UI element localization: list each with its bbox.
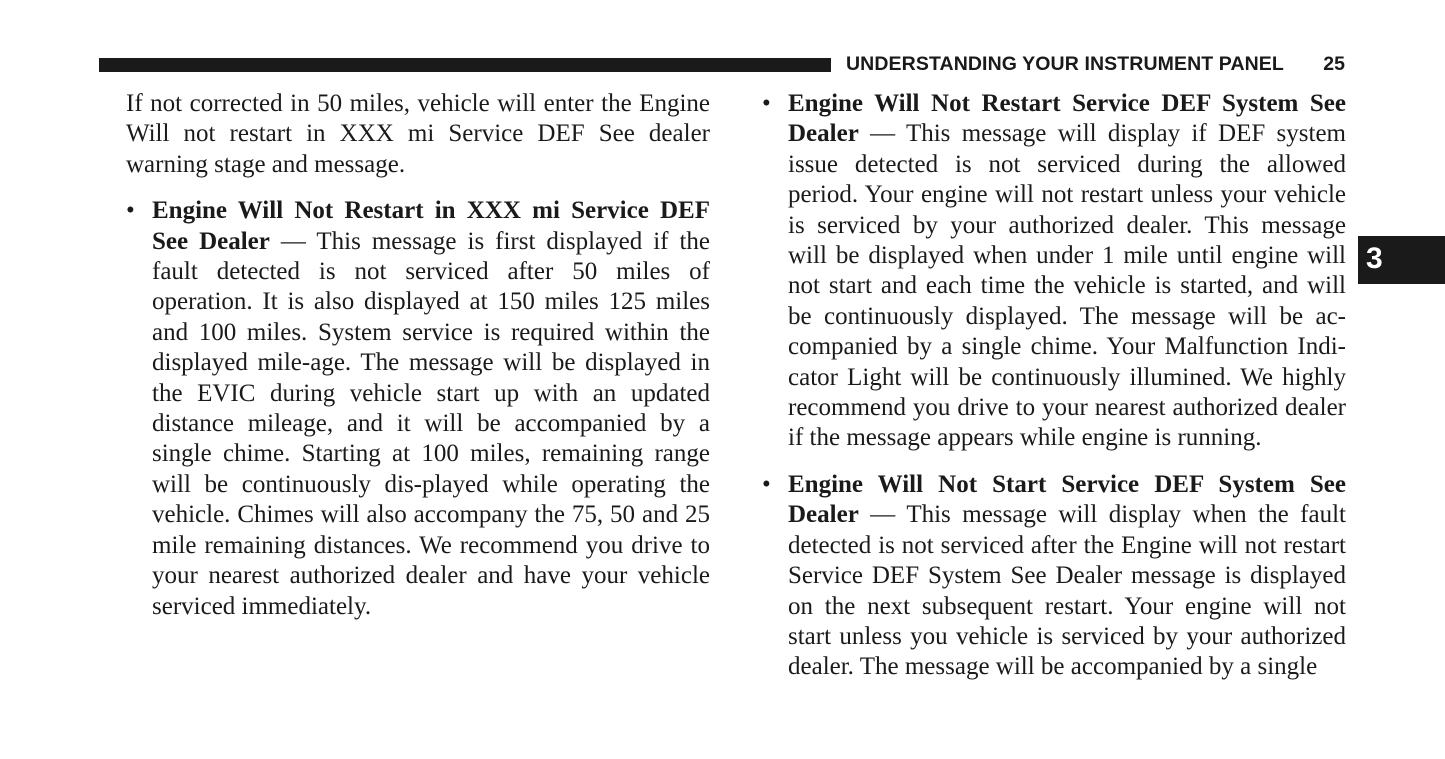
chapter-tab [1358, 236, 1445, 284]
bullet-item [762, 470, 1346, 683]
bullet-body: — This message will display when the fault detected is not serviced after the Engine will not restart Service DEF System See Dealer message is displayed on the next subsequent restart. Your engine will not start unless you vehicle is serviced by your authorized dealer. The message will be accompanied by a single [788, 501, 1346, 681]
bullet-item [762, 89, 1346, 454]
bullet-item [126, 196, 710, 622]
header-rule [99, 58, 831, 72]
bullet-body: — This message will display if DEF system issue detected is not serviced during the allowed period. Your engine will not restart unless your vehicle is serviced by your authorized dealer. This message will be displayed when under 1 mile until engine will not start and each time the vehicle is started, and will be continuously displayed. The message will be ac-companied by a single chime. Your Malfunction Indi-cator Light will be continuously illumined. We highly recommend you drive to your nearest authorized dealer if the message appears while engine is running. [788, 120, 1346, 452]
bullet-icon: • [126, 197, 135, 225]
bullet-body: — This message is first displayed if the fault detected is not serviced after 50 miles of operation. It is also displayed at 150 miles 125 miles and 100 miles. System service is required within the displayed mile-age. The message will be displayed in the EVIC during vehicle start up with an updated distance mileage, and it will be accompanied by a single chime. Starting at 100 miles, remaining range will be continuously dis-played while operating the vehicle. Chimes will also accompany the 75, 50 and 25 mile remaining distances. We recommend you drive to your nearest authorized dealer and have your vehicle serviced immediately. [152, 227, 710, 620]
section-header-title: UNDERSTANDING YOUR INSTRUMENT PANEL [846, 53, 1284, 75]
left-column [126, 89, 710, 622]
bullet-icon: • [762, 90, 771, 117]
bullet-title: Engine Will Not Start Service DEF System See Dealer [788, 470, 1346, 529]
intro-paragraph: If not corrected in 50 miles, vehicle will enter the Engine Will not restart in XXX mi Service DEF See dealer warning stage and message. [126, 90, 710, 178]
bullet-icon: • [762, 470, 771, 498]
page-number: 25 [1323, 53, 1345, 75]
chapter-number: 3 [1366, 242, 1383, 275]
bullet-title: Engine Will Not Restart in XXX mi Service DEF See Dealer [152, 197, 710, 255]
right-column [762, 89, 1346, 683]
bullet-title: Engine Will Not Restart Service DEF System See Dealer [788, 90, 1346, 148]
